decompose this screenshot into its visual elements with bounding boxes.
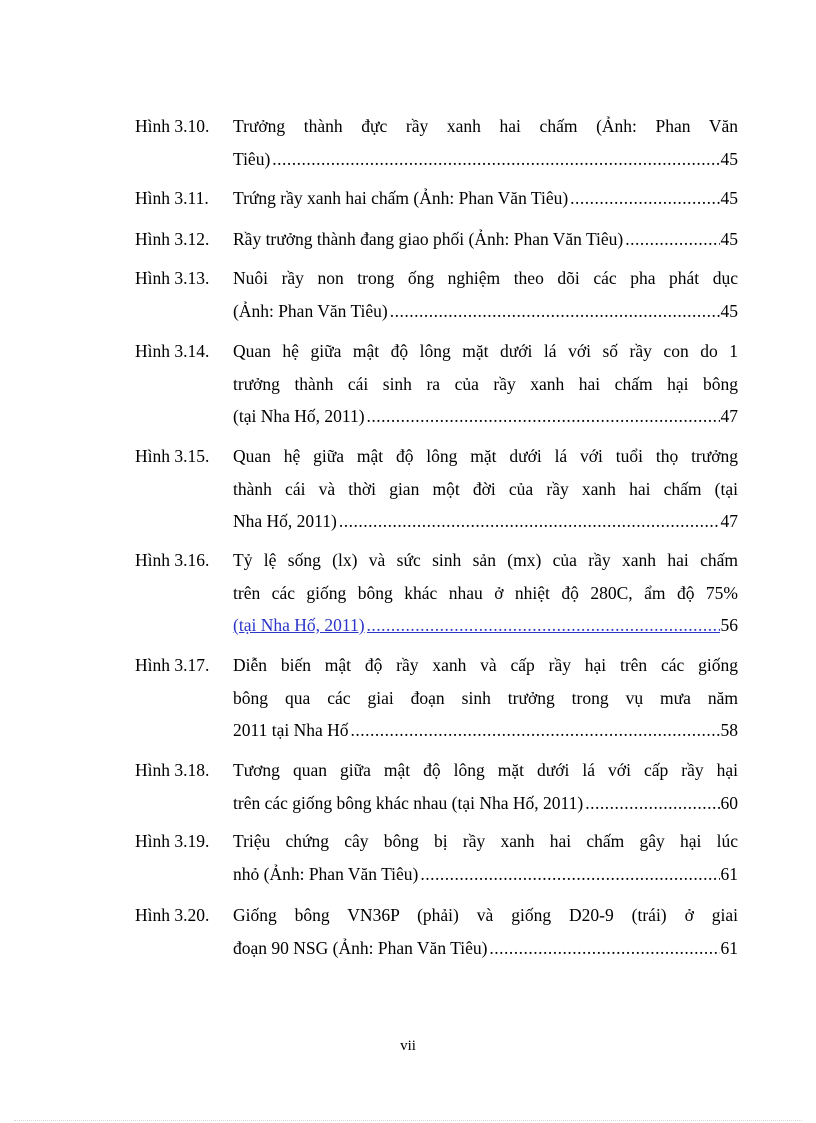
page-reference: 45 <box>720 229 738 249</box>
caption-leader-line <box>233 301 738 334</box>
caption-line: Trưởng thành đực rầy xanh hai chấm (Ảnh: Phan Văn <box>233 116 738 136</box>
figure-caption <box>233 550 738 648</box>
page-reference: 47 <box>720 511 738 531</box>
caption-leader-line[interactable] <box>233 615 738 648</box>
page-reference: 45 <box>720 300 738 321</box>
figure-caption <box>233 116 738 181</box>
caption-line: Tương quan giữa mật độ lông mặt dưới lá với cấp rầy hại <box>233 760 738 780</box>
page-bottom-border <box>14 1120 802 1121</box>
figure-number: Hình 3.20. <box>135 905 210 925</box>
caption-last-line: Nha Hố, 2011) <box>233 511 337 531</box>
dot-leader <box>367 615 720 635</box>
caption-last-line: nhỏ (Ảnh: Phan Văn Tiêu) <box>233 863 419 884</box>
dot-leader <box>489 938 719 958</box>
caption-last-line: trên các giống bông khác nhau (tại Nha Hố, 2011) <box>233 792 584 813</box>
dot-leader <box>390 301 720 321</box>
dot-leader <box>339 511 720 531</box>
caption-last-line: đoạn 90 NSG (Ảnh: Phan Văn Tiêu) <box>233 937 488 958</box>
figure-caption <box>233 655 738 753</box>
figure-caption <box>233 268 738 333</box>
figure-caption <box>233 905 738 970</box>
caption-last-line: 2011 tại Nha Hố <box>233 720 349 740</box>
caption-last-line: Tiêu) <box>233 148 271 169</box>
caption-leader-line <box>233 793 738 826</box>
caption-last-line: (tại Nha Hố, 2011) <box>233 406 365 426</box>
dot-leader <box>570 188 719 208</box>
caption-last-line: (Ảnh: Phan Văn Tiêu) <box>233 300 388 321</box>
figure-caption <box>233 831 738 896</box>
figure-caption <box>233 446 738 544</box>
caption-line: Quan hệ giữa mật độ lông mặt dưới lá với tuổi thọ trưởng <box>233 446 738 466</box>
figure-number: Hình 3.16. <box>135 550 210 570</box>
caption-line: trên các giống bông khác nhau ở nhiệt độ 280C, ẩm độ 75% <box>233 582 738 603</box>
dot-leader <box>351 720 720 740</box>
page-reference: 60 <box>720 792 738 813</box>
caption-leader-line <box>233 864 738 897</box>
page-number: vii <box>400 1038 416 1054</box>
figure-number: Hình 3.15. <box>135 446 210 466</box>
caption-line: Giống bông VN36P (phải) và giống D20-9 (trái) ở giai <box>233 905 738 925</box>
page-reference: 61 <box>720 863 738 884</box>
dot-leader <box>585 793 719 813</box>
figure-number: Hình 3.11. <box>135 188 209 208</box>
caption-leader-line <box>233 938 738 971</box>
page-reference: 47 <box>720 406 738 426</box>
caption-leader-line <box>233 188 738 221</box>
caption-line: Diễn biến mật độ rầy xanh và cấp rầy hại trên các giống <box>233 655 738 675</box>
figure-number: Hình 3.13. <box>135 268 210 288</box>
figure-number: Hình 3.19. <box>135 831 210 851</box>
figure-caption <box>233 229 738 262</box>
figure-number: Hình 3.10. <box>135 116 210 136</box>
caption-last-line: (tại Nha Hố, 2011) <box>233 615 365 635</box>
caption-leader-line <box>233 720 738 753</box>
dot-leader <box>625 229 719 249</box>
dot-leader <box>420 864 719 884</box>
figure-caption <box>233 341 738 439</box>
caption-leader-line <box>233 406 738 439</box>
caption-line: Triệu chứng cây bông bị rầy xanh hai chấm gây hại lúc <box>233 831 738 851</box>
caption-line: Quan hệ giữa mật độ lông mặt dưới lá với số rầy con do 1 <box>233 341 738 361</box>
page-reference: 45 <box>720 148 738 169</box>
figure-number: Hình 3.18. <box>135 760 210 780</box>
caption-line: Nuôi rầy non trong ống nghiệm theo dõi các pha phát dục <box>233 268 738 288</box>
caption-leader-line <box>233 229 738 262</box>
figure-caption <box>233 760 738 825</box>
page-reference: 58 <box>720 720 738 740</box>
caption-line: thành cái và thời gian một đời của rầy xanh hai chấm (tại <box>233 478 738 499</box>
figure-number: Hình 3.17. <box>135 655 210 675</box>
page-reference: 61 <box>720 937 738 958</box>
caption-leader-line <box>233 511 738 544</box>
figure-number: Hình 3.14. <box>135 341 210 361</box>
caption-line: bông qua các giai đoạn sinh trưởng trong vụ mưa năm <box>233 687 738 708</box>
figure-caption <box>233 188 738 221</box>
dot-leader <box>367 406 720 426</box>
caption-line: trưởng thành cái sinh ra của rầy xanh hai chấm hại bông <box>233 373 738 394</box>
page-reference: 56 <box>720 615 738 635</box>
caption-line: Tỷ lệ sống (lx) và sức sinh sản (mx) của rầy xanh hai chấm <box>233 550 738 570</box>
page-reference: 45 <box>720 188 738 208</box>
figure-number: Hình 3.12. <box>135 229 210 249</box>
caption-leader-line <box>233 149 738 182</box>
caption-last-line: Rầy trưởng thành đang giao phối (Ảnh: Phan Văn Tiêu) <box>233 229 624 249</box>
dot-leader <box>272 149 719 169</box>
caption-last-line: Trứng rầy xanh hai chấm (Ảnh: Phan Văn Tiêu) <box>233 188 569 208</box>
